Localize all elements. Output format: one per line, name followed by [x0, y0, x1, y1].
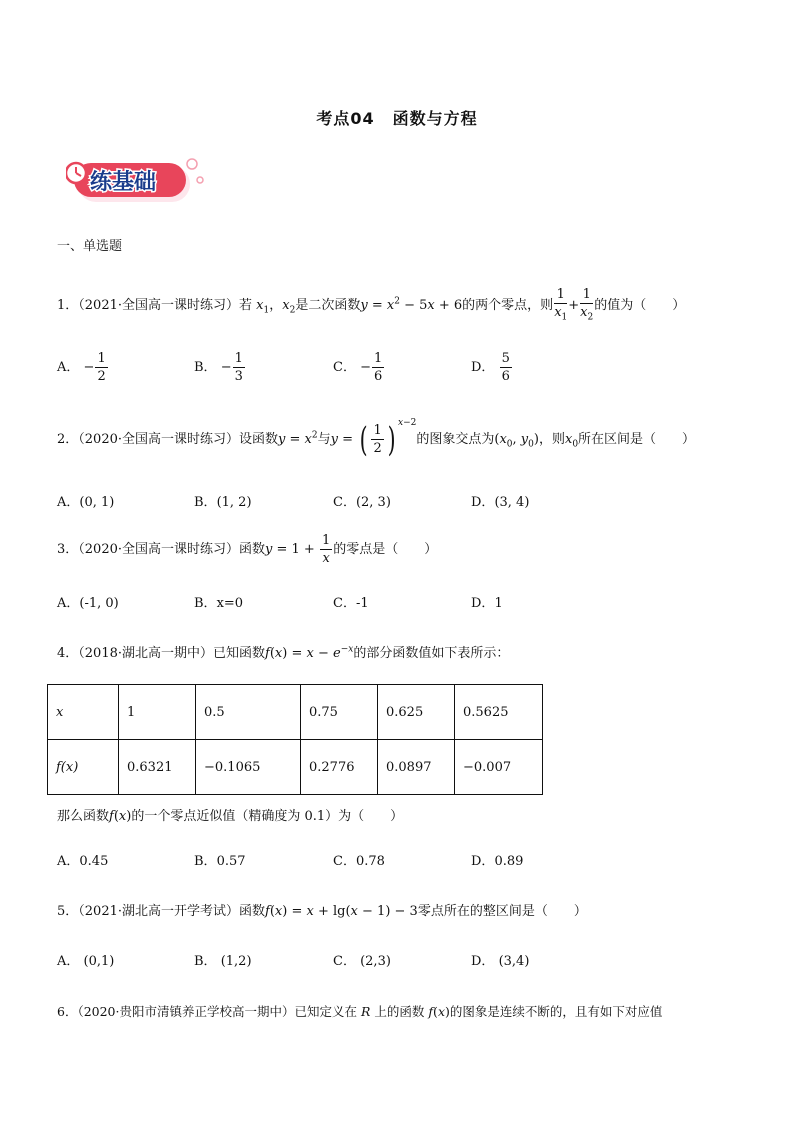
table-cell: −0.007 [455, 740, 543, 795]
question-source: （2018·湖北高一期中） [78, 646, 213, 661]
title-name: 函数与方程 [392, 109, 478, 128]
table-row [48, 740, 543, 795]
question-number: 6． [57, 1004, 78, 1019]
option-b[interactable]: B．0.57 [194, 854, 246, 869]
question-text: 是二次函数 [295, 297, 361, 313]
question-4-follow: 那么函数f(x)的一个零点近似值（精确度为 0.1）为（ ） [57, 809, 404, 824]
banner-graphic [66, 158, 208, 206]
option-b[interactable]: B．x=0 [194, 596, 244, 611]
table-cell: 0.5625 [455, 685, 543, 740]
option-d[interactable]: D．0.89 [471, 854, 524, 869]
option-a[interactable]: A． (0,1) [57, 954, 115, 969]
question-text: 上的函数 [374, 1004, 425, 1019]
question-2: 2．（2020·全国高一课时练习）设函数$y = x^2$与y = ( $\frac{1}{2}$ ) $^{x-2}$的图象交点为($x_0$, $y_0$)，则$x_0$所在区间是（ ） [57, 418, 696, 460]
table-cell: 1 [119, 685, 196, 740]
question-number: 5． [57, 904, 79, 919]
values-table [47, 684, 543, 795]
question-text: 的零点是（ ） [333, 542, 438, 557]
question-source: （2021·湖北高一开学考试） [78, 904, 239, 919]
question-number: 4． [57, 646, 79, 661]
option-d[interactable]: D．1 [471, 596, 503, 611]
option-d[interactable]: D．(3, 4) [471, 495, 530, 510]
question-1: 1．（2021·全国高一课时练习）若 $x_1$，$x_2$是二次函数$y = x^2 - 5x + 6$的两个零点，则 $\frac{1}{x_1}$ + $\frac{1}{x_2}$ 的值为（ ） [57, 287, 686, 323]
question-text: 的一个零点近似值（精确度为 0.1）为（ ） [131, 809, 404, 824]
question-text: 若 [239, 297, 253, 313]
question-source: （2020·全国高一课时练习） [78, 432, 239, 447]
option-c[interactable]: C．(2, 3) [333, 495, 391, 510]
question-text: 的图象交点为 [416, 432, 495, 447]
question-source: （2021·全国高一课时练习） [78, 297, 239, 313]
question-source: （2020·贵阳市清镇养正学校高一期中） [77, 1004, 295, 1019]
option-b[interactable]: B．(1, 2) [194, 495, 252, 510]
question-text: 零点所在的整区间是（ ） [417, 904, 587, 919]
question-text: 设函数 [239, 432, 279, 447]
question-number: 3． [57, 542, 79, 557]
question-4: 4．（2018·湖北高一期中）已知函数$f(x) = x - e^{-x}$的部分函数值如下表所示： [57, 644, 510, 661]
table-row [48, 685, 543, 740]
question-number: 1． [57, 297, 79, 313]
question-text: 已知定义在 [294, 1004, 358, 1019]
table-cell: 0.75 [301, 685, 378, 740]
table-cell: 0.5 [196, 685, 301, 740]
option-c[interactable]: C．0.78 [333, 854, 385, 869]
table-cell: 0.6321 [119, 740, 196, 795]
question-text: 与 [317, 432, 331, 447]
option-a[interactable]: A．(0, 1) [57, 495, 115, 510]
section-heading: 一、单选题 [57, 239, 123, 254]
option-d[interactable]: D． (3,4) [471, 954, 530, 969]
question-text: 函数 [239, 904, 266, 919]
option-c[interactable]: C．-1 [333, 596, 369, 611]
table-cell: f(x) [48, 740, 119, 795]
table-cell: x [48, 685, 119, 740]
fraction: $\frac{1}{x_2}$ [580, 287, 594, 323]
question-text: 那么函数 [57, 809, 110, 824]
table-cell: 0.625 [378, 685, 455, 740]
question-text: 的图象是连续不断的，且有如下对应值 [449, 1004, 663, 1019]
question-text: ，则 [538, 432, 565, 447]
question-text: 的部分函数值如下表所示： [353, 646, 510, 661]
option-c[interactable]: C． (2,3) [333, 954, 391, 969]
question-text: 函数 [239, 542, 266, 557]
title-code: 考点04 [316, 109, 375, 128]
option-a[interactable]: A． − $\frac{1}{2}$ [57, 351, 106, 384]
option-b[interactable]: B． − $\frac{1}{3}$ [194, 351, 243, 384]
option-c[interactable]: C． − $\frac{1}{6}$ [333, 351, 383, 384]
page-title [0, 106, 794, 129]
question-text: 的值为（ ） [594, 297, 686, 313]
table-cell: −0.1065 [196, 740, 301, 795]
table-cell: 0.0897 [378, 740, 455, 795]
question-text: 所在区间是（ ） [578, 432, 696, 447]
question-text: 的两个零点，则 [462, 297, 554, 313]
option-a[interactable]: A．(-1, 0) [57, 596, 119, 611]
section-banner [66, 158, 208, 206]
option-d[interactable]: D． $\frac{5}{6}$ [471, 351, 510, 384]
table-cell: 0.2776 [301, 740, 378, 795]
option-a[interactable]: A．0.45 [57, 854, 109, 869]
option-b[interactable]: B． (1,2) [194, 954, 252, 969]
fraction: $\frac{1}{x_1}$ [554, 287, 568, 323]
question-text: 已知函数 [213, 646, 266, 661]
question-6: 6．（2020·贵阳市清镇养正学校高一期中）已知定义在 R 上的函数 f(x)的图象是连续不断的，且有如下对应值 [57, 1004, 663, 1019]
question-5: 5．（2021·湖北高一开学考试）函数f(x) = x + lg(x − 1) − 3零点所在的整区间是（ ） [57, 904, 587, 919]
question-source: （2020·全国高一课时练习） [78, 542, 239, 557]
question-3: 3．（2020·全国高一课时练习）函数y = 1 + $\frac{1}{x}$ 的零点是（ ） [57, 533, 438, 566]
math-x1: x [256, 297, 264, 313]
banner-text: 练基础 [90, 170, 157, 195]
question-number: 2． [57, 432, 79, 447]
